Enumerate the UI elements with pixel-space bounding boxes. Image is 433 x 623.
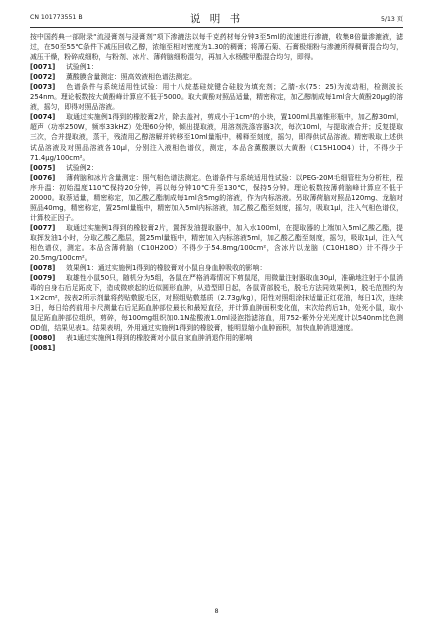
paragraph-number: [0081]: [30, 344, 56, 353]
paragraph-text: 效果例1：通过实施例1得到的橡胶膏对小鼠自身血肿吸收的影响：: [66, 264, 267, 273]
paragraph: [30, 263, 403, 273]
paragraph-text: 试验例2：: [66, 163, 98, 172]
paragraph: [30, 72, 403, 82]
paragraph-number: [0079]: [30, 274, 56, 283]
paragraph: [30, 223, 403, 263]
paragraph: [30, 82, 403, 112]
paragraph-number: [0072]: [30, 73, 56, 82]
paragraph: [30, 273, 403, 333]
paragraph-text: 试验例1：: [66, 63, 98, 72]
paragraph-text: 按中国药典一部附录“流浸膏剂与浸膏剂”项下渗漉法以每千克药材每分钟3至5ml的流速进行渗漉，收集8倍量渗漉液，滤过，在50至55℃条件下减压回收乙醇，浓缩至相对密度为1.30的稠膏；将薄石菊、石膏极细粉与渗漉所得稠膏混合均匀，减压干燥，粉碎成细粉，与粉剂、冰片、薄荷脑细粉混匀，再加入水杨酸甲酯混合均匀，即得。: [30, 33, 403, 62]
page-indicator: 5/13 页: [380, 16, 403, 23]
paragraph-number: [0077]: [30, 223, 56, 232]
paragraph-text: 表1通过实施例1得到的橡胶膏对小鼠自家血肿消退作用的影响: [66, 334, 253, 343]
paragraph-number: [0080]: [30, 334, 56, 343]
paragraph: [30, 62, 403, 72]
paragraph: [30, 163, 403, 173]
paragraph-number: [0073]: [30, 83, 56, 92]
header-rule: [30, 27, 403, 28]
paragraph-text: 取通过实施例1得到的橡胶膏2片，除去盖衬，剪成小于1cm²的小块，置100ml具塞锥形瓶中，加乙醇30ml，超声（功率250W，频率33kHZ）处理60分钟，倾出提取液，用溶剂洗涤容器3次，每次10ml，与提取液合并；反复提取三次，合并提取液，蒸干，残渣用乙醇溶解并转移至10ml量瓶中，稀释至刻度，摇匀，即得供试品溶液。精密吸取上述供试品溶液及对照品溶液各10μl，分别注入液相色谱仪，测定，本品含薰酸膜以大黄酚（C15H10O4）计，不得少于71.4μg/100cm²。: [30, 113, 403, 162]
paragraph-text: 薄荷脑和冰片含量测定：照气相色谱法测定。色谱条件与系统适用性试验：以PEG-20M毛细管柱为分析柱，程序升温：初始温度110℃保持20分钟，再以每分钟10℃升至130℃，保持5分钟。理论板数按薄荷脑峰计算应不低于20000。取萘适量，精密称定，加乙酸乙酯制成每1ml含5mg的溶液，作为内标溶液。另取薄荷脑对照品120mg、龙脑对照品40mg，精密称定，置25ml量瓶中，精密加入5ml内标溶液，加乙酸乙酯至刻度，摇匀，吸取1μl，注入气相色谱仪，计算校正因子。: [30, 173, 403, 222]
paragraph: [30, 173, 403, 223]
page-number: 8: [214, 607, 219, 615]
paragraph-text: 薰酸膜含量测定：照高效液相色谱法测定。: [66, 73, 197, 82]
paragraph: [30, 333, 403, 343]
paragraph-number: [0075]: [30, 163, 56, 172]
paragraph-text: 取通过实施例1得到的橡胶膏2片，置挥发油提取器中，加入水100ml，在提取器的上端加入5ml乙酸乙酯，提取挥发油1小时，分取乙酸乙酯层，置25ml量瓶中，精密加入内标溶液5ml，加乙酸乙酯至刻度，摇匀，吸取1μl，注入气相色谱仪，测定。本品含薄荷脑（C10H20O）不得少于54.8mg/100cm²，含冰片以龙脑（C10H18O）计不得少于20.5mg/100cm²。: [30, 223, 403, 263]
document-title: 说 明 书: [189, 13, 244, 25]
document-body: [30, 32, 403, 354]
paragraph: [30, 112, 403, 162]
paragraph-number: [0078]: [30, 264, 56, 273]
paragraph-text: 色谱条件与系统适用性试验：用十八烷基硅烷键合硅胶为填充剂；乙腈-水(75：25)为流动相，检测波长254nm。理论板数按大黄酚峰计算应不低于5000。取大黄酚对照品适量，精密称定，加乙醇制成每1ml含大黄酚20μg的溶液，摇匀，即得对照品溶液。: [30, 83, 403, 112]
paragraph-number: [0071]: [30, 63, 56, 72]
patent-number: CN 101773551 B: [30, 14, 83, 21]
paragraph-text: 取雄性小鼠50只，随机分为5组，各鼠在严格消毒情况下剪鼠尾，用微量注射器取血30μl，准确地注射于小鼠消毒的自身右后足跖皮下，造成微瘀起的近似圆形血肿，从造型即日起，各鼠背部脱毛，脱毛方法同效果例1，脱毛范围约为1×2cm²，按表2所示剂量将药贴敷脱毛区，对照组贴敷基质（2.73g/kg），阳性对照组涂抹适量正红花油，每日1次，连续3日，每日给药前用卡尺测量右后足跖血肿部位最长和最短直径，并计算血肿面积变化值，末次给药后1h，处死小鼠，取小鼠足跖血肿部位组织，剪碎，每100mg组织加0.1N盐酸液1.0ml浸泡指滤溶血，用752-紫外分光光度计以540nm比色测OD值，结果见表1。结果表明，外用通过实施例1得到的橡胶膏，能明显缩小血肿面积，加快血肿消退速度。: [30, 274, 403, 333]
page-header: [30, 11, 403, 25]
paragraph: [30, 32, 403, 62]
paragraph-number: [0074]: [30, 113, 56, 122]
paragraph: [30, 343, 403, 353]
paragraph-number: [0076]: [30, 173, 56, 182]
